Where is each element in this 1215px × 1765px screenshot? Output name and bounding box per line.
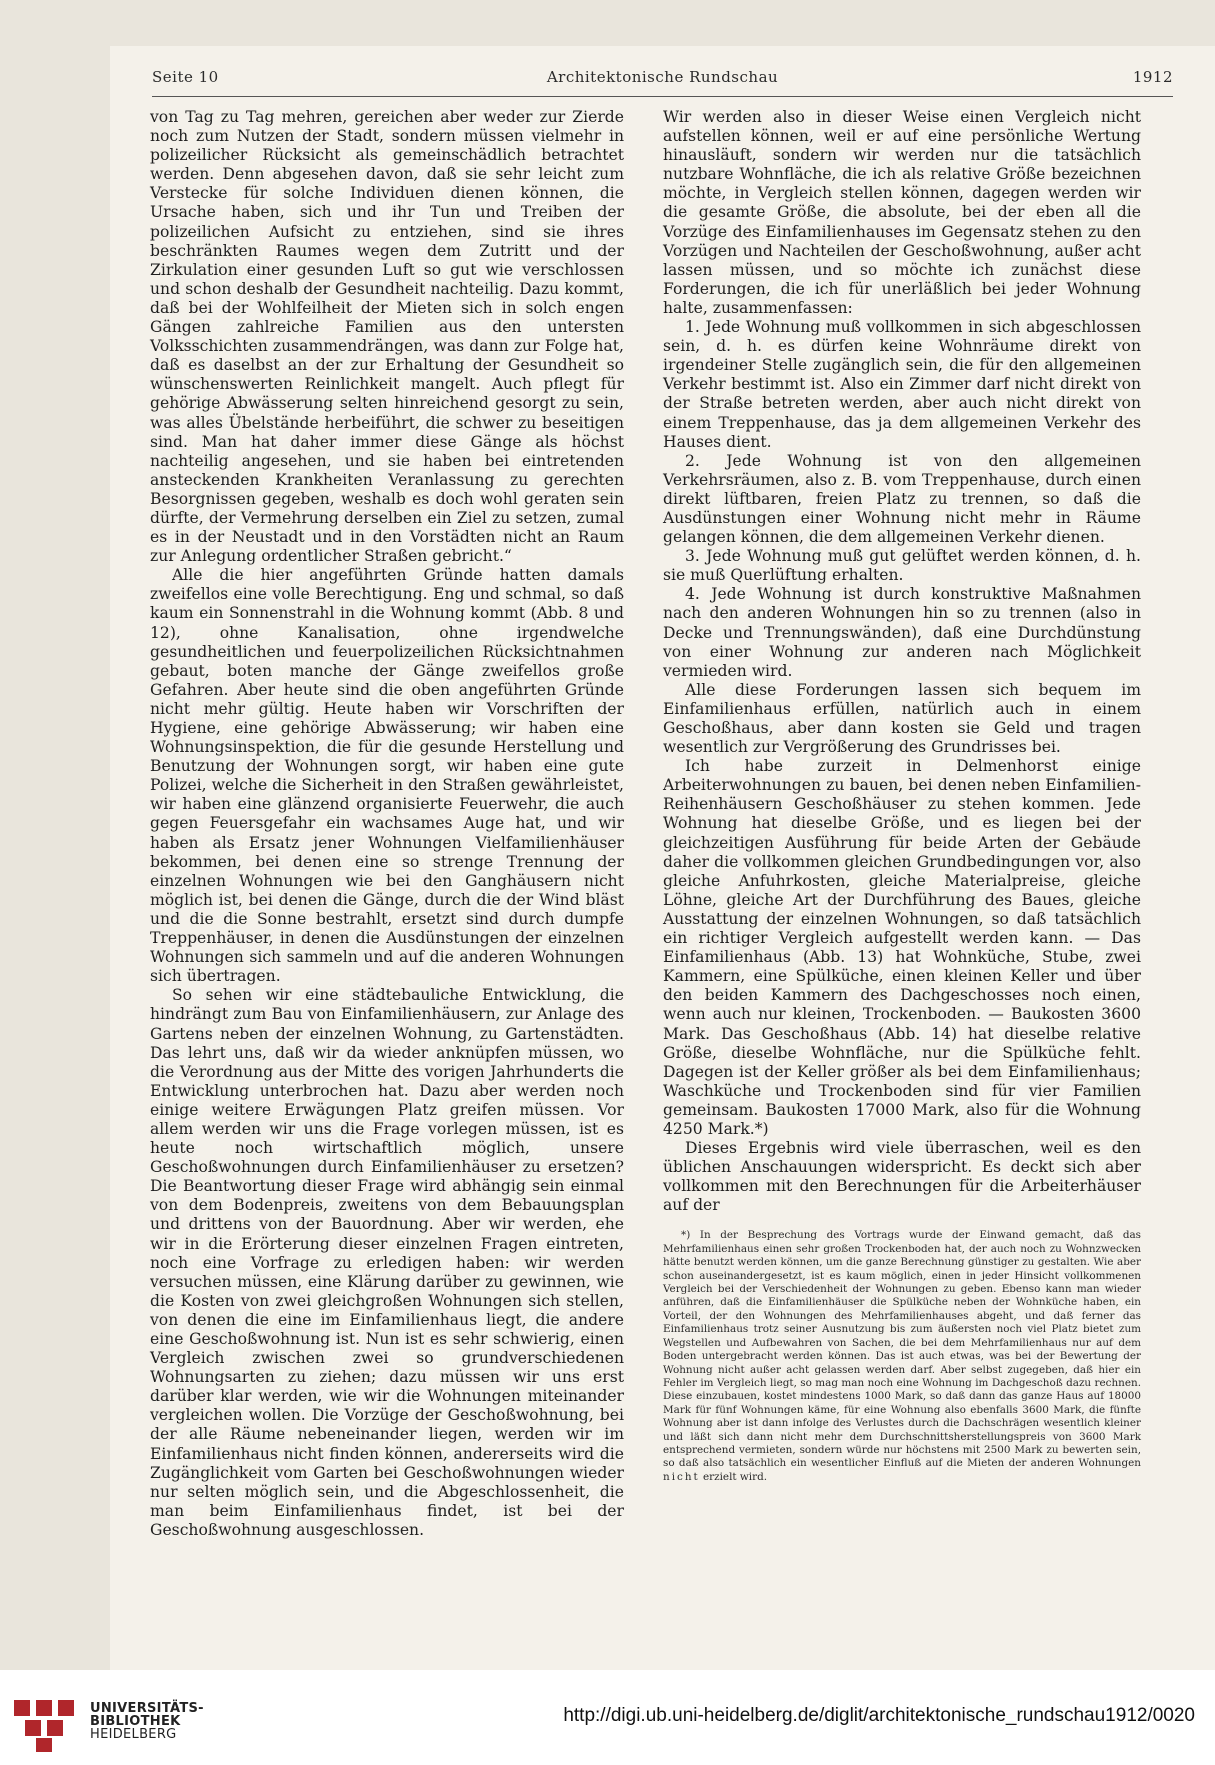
paragraph: von Tag zu Tag mehren, gereichen aber weder zur Zierde noch zum Nutzen der Stadt, sondern müssen vielmehr in polizeilicher Rücksicht als gemeinschädlich betrachtet werden. Denn abgesehen davon, daß sie sehr leicht zum Verstecke für solche Individuen dienen können, die Ursache haben, sich und ihr Tun und Treiben der polizeilichen Aufsicht zu entziehen, sind sie ihres beschränkten Raumes wegen dem Zutritt und der Zirkulation einer gesunden Luft so gut wie verschlossen und schon deshalb der Gesundheit nachteilig. Dazu kommt, daß bei der Wohlfeilheit der Mieten sich in solch engen Gängen zahlreiche Familien aus den untersten Volksschichten zusammendrängen, was dann zur Folge hat, daß es daselbst an der zur Erhaltung der Gesundheit so wünschenswerten Reinlichkeit mangelt. Auch pflegt für gehörige Abwässerung selten hinreichend gesorgt zu sein, was alles Übelstände herbeiführt, die schwer zu beseitigen sind. Man hat daher immer diese Gänge als höchst nachteilig angesehen, und sie haben bei eintretenden ansteckenden Krankheiten Veranlassung zu gerechten Besorgnissen gegeben, weshalb es doch wohl geraten sein dürfte, der Vermehrung derselben ein Ziel zu setzen, zumal es in der Neustadt und in den Vorstädten nicht an Raum zur Anlegung ordentlicher Straßen gebricht.“: [150, 108, 624, 566]
right-column: [663, 108, 1141, 1484]
journal-title: Architektonische Rundschau: [546, 68, 779, 86]
source-url[interactable]: [563, 1705, 1195, 1727]
left-column: [150, 108, 624, 1540]
university-seal-icon: [12, 1694, 78, 1754]
paragraph: So sehen wir eine städtebauliche Entwicklung, die hindrängt zum Bau von Einfamilienhäusern, zur Anlage des Gartens neben der einzelnen Wohnung, zu Gartenstädten. Das lehrt uns, daß wir da wieder anknüpfen müssen, wo die Verordnung aus der Mitte des vorigen Jahrhunderts die Entwicklung unterbrochen hat. Dazu aber werden noch einige weitere Erwägungen Platz greifen müssen. Vor allem werden wir uns die Frage vorlegen müssen, ist es heute noch wirtschaftlich möglich, unsere Geschoßwohnungen durch Einfamilienhäuser zu ersetzen? Die Beantwortung dieser Frage wird abhängig sein einmal von dem Bodenpreis, zweitens von dem Bebauungsplan und drittens von der Bauordnung. Aber wir werden, ehe wir in die Erörterung dieser einzelnen Fragen eintreten, noch eine Vorfrage zu erledigen haben: wir werden versuchen müssen, eine Klärung darüber zu gewinnen, wie die Kosten von zwei gleichgroßen Wohnungen sich stellen, von denen die eine im Einfamilienhaus liegt, die andere eine Geschoßwohnung ist. Nun ist es sehr schwierig, einen Vergleich zwischen zwei so grundverschiedenen Wohnungsarten zu ziehen; dazu müssen wir uns erst darüber klar werden, wie wir die Wohnungen miteinander vergleichen wollen. Die Vorzüge der Geschoßwohnung, bei der alle Räume nebeneinander liegen, werden wir im Einfamilienhaus nicht finden können, andererseits wird die Zugänglichkeit vom Garten bei Geschoßwohnungen wieder nur selten möglich sein, und die Abgeschlossenheit, die man beim Einfamilienhaus findet, ist bei der Geschoßwohnung ausgeschlossen.: [150, 986, 624, 1539]
paragraph: Dieses Ergebnis wird viele überraschen, weil es den üblichen Anschauungen widerspricht. Es deckt sich aber vollkommen mit den Berechnungen für die Arbeiterhäuser auf der: [663, 1139, 1141, 1215]
paragraph: Wir werden also in dieser Weise einen Vergleich nicht aufstellen können, weil er auf eine persönliche Wertung hinausläuft, sondern wir werden nur die tatsächlich nutzbare Wohnfläche, die ich als relative Größe bezeichnen möchte, in Vergleich stellen können, dagegen werden wir die gesamte Größe, die absolute, bei der eben all die Vorzüge des Einfamilienhauses im Gegensatz stehen zu den Vorzügen und Nachteilen der Geschoßwohnung, außer acht lassen müssen, und so möchte ich zunächst diese Forderungen, die ich für unerläßlich bei jeder Wohnung halte, zusammenfassen:: [663, 108, 1141, 317]
paragraph: Ich habe zurzeit in Delmenhorst einige Arbeiterwohnungen zu bauen, bei denen neben Einfamilien-Reihenhäusern Geschoßhäuser zu stehen kommen. Jede Wohnung hat dieselbe Größe, und es liegen bei der gleichzeitigen Ausführung für beide Arten der Gebäude daher die vollkommen gleichen Grundbedingungen vor, also gleiche Anfuhrkosten, gleiche Materialpreise, gleiche Löhne, gleiche Art der Durchführung des Baues, gleiche Ausstattung der einzelnen Wohnungen, so daß tatsächlich ein richtiger Vergleich aufgestellt werden kann. — Das Einfamilienhaus (Abb. 13) hat Wohnküche, Stube, zwei Kammern, eine Spülküche, einen kleinen Keller und über den beiden Kammern des Dachgeschosses noch einen, wenn auch nur kleinen, Trockenboden. — Baukosten 3600 Mark. Das Geschoßhaus (Abb. 14) hat dieselbe relative Größe, dieselbe Wohnfläche, nur die Spülküche fehlt. Dagegen ist der Keller größer als bei dem Einfamilienhaus; Waschküche und Trockenboden sind für vier Familien gemeinsam. Baukosten 17000 Mark, also für die Wohnung 4250 Mark.*): [663, 757, 1141, 1138]
paragraph: 3. Jede Wohnung muß gut gelüftet werden können, d. h. sie muß Querlüftung erhalten.: [663, 547, 1141, 585]
library-name: UNIVERSITÄTS- BIBLIOTHEK HEIDELBERG: [90, 1701, 204, 1742]
paragraph: Alle diese Forderungen lassen sich bequem im Einfamilienhaus erfüllen, natürlich auch in einem Geschoßhaus, aber dann kosten sie Geld und tragen wesentlich zur Vergrößerung des Grundrisses bei.: [663, 680, 1141, 757]
footnote-ending: erzielt wird.: [703, 1470, 768, 1483]
paragraph: 1. Jede Wohnung muß vollkommen in sich abgeschlossen sein, d. h. es dürfen keine Wohnräume direkt von irgendeiner Stelle zugänglich sein, die für den allgemeinen Verkehr bestimmt ist. Also ein Zimmer darf nicht direkt von der Straße betreten werden, aber auch nicht direkt von einem Treppenhause, das ja dem allgemeinen Verkehr des Hauses dient.: [663, 318, 1141, 451]
running-header: [152, 68, 1173, 94]
source-link[interactable]: http://digi.ub.uni-heidelberg.de/diglit/architektonische_rundschau1912/0020: [563, 1705, 1195, 1726]
page-number: Seite 10: [152, 68, 219, 86]
paragraph: Alle die hier angeführten Gründe hatten damals zweifellos eine volle Berechtigung. Eng und schmal, so daß kaum ein Sonnenstrahl in die Wohnung kommt (Abb. 8 und 12), ohne Kanalisation, ohne irgendwelche gesundheitlichen und feuerpolizeilichen Rücksichtnahmen gebaut, boten manche der Gänge zweifellos große Gefahren. Aber heute sind die oben angeführten Gründe nicht mehr gültig. Heute haben wir Vorschriften der Hygiene, eine gehörige Abwässerung; wir haben eine Wohnungsinspektion, die für die gesunde Herstellung und Benutzung der Wohnungen sorgt, wir haben eine gute Polizei, welche die Sicherheit in den Straßen gewährleistet, wir haben eine glänzend organisierte Feuerwehr, die auch gegen Feuersgefahr ein wachsames Auge hat, und wir haben als Ersatz jener Wohnungen Vielfamilienhäuser bekommen, bei denen eine so strenge Trennung der einzelnen Wohnungen wie bei den Ganghäusern nicht möglich ist, bei denen die Gänge, durch die der Wind bläst und die die Sonne bestrahlt, ersetzt sind durch dumpfe Treppenhäuser, in denen die Ausdünstungen der einzelnen Wohnungen sich sammeln und auf die anderen Wohnungen sich übertragen.: [150, 566, 624, 986]
document-page: [110, 46, 1215, 1670]
footer-bar: [0, 1670, 1215, 1765]
footnote-text: *) In der Besprechung des Vortrags wurde der Einwand gemacht, daß das Mehrfamilienhaus einen sehr großen Trockenboden hat, der auch noch zu Wohnzwecken hätte benutzt werden können, um die ganze Berechnung günstiger zu gestalten. Wie aber schon auseinandergesetzt, ist es kaum möglich, einen in jeder Hinsicht vollkommenen Vergleich bei der Verschiedenheit der Wohnungen zu geben. Ebenso kann man wieder anführen, daß die Einfamilienhäuser die Spülküche neben der Wohnküche haben, ein Vorteil, der den Wohnungen des Mehrfamilienhauses abgeht, und daß ferner das Einfamilienhaus trotz seiner Ausnutzung bis zum äußersten noch viel Platz bietet zum Wegstellen und Aufbewahren von Sachen, die bei dem Mehrfamilienhaus nur auf dem Boden untergebracht werden können. Das ist auch etwas, was bei der Bewertung der Wohnung nicht außer acht gelassen werden darf. Aber selbst zugegeben, daß hier ein Fehler im Vergleich liegt, so mag man noch eine Wohnung im Dachgeschoß dazu rechnen. Diese einzubauen, kostet mindestens 1000 Mark, so daß dann das ganze Haus auf 18000 Mark für fünf Wohnungen käme, für eine Wohnung also ebenfalls 3600 Mark, die fünfte Wohnung aber ist dann infolge des Verlustes durch die Dachschrägen wesentlich kleiner und läßt sich dann nicht mehr dem Durchschnittsherstellungspreis von 3600 Mark entsprechend vermieten, sondern würde nur höchstens mit 2500 Mark zu bewerten sein, so daß also tatsächlich ein wesentlicher Einfluß auf die Mieten der anderen Wohnungen: [663, 1229, 1141, 1470]
footnote: [663, 1229, 1141, 1484]
footnote-emphasis: nicht: [663, 1470, 700, 1483]
paragraph: 4. Jede Wohnung ist durch konstruktive Maßnahmen nach den anderen Wohnungen hin so zu trennen (also in Decke und Trennungswänden), daß eine Durchdünstung von einer Wohnung zur anderen nach Möglichkeit vermieden wird.: [663, 585, 1141, 680]
paragraph: 2. Jede Wohnung ist von den allgemeinen Verkehrsräumen, also z. B. vom Treppenhause, durch einen direkt lüftbaren, freien Platz zu trennen, so daß die Ausdünstungen einer Wohnung nicht mehr in Räume gelangen können, die dem allgemeinen Verkehr dienen.: [663, 451, 1141, 547]
publication-year: 1912: [1132, 68, 1173, 86]
header-rule: [152, 96, 1173, 97]
